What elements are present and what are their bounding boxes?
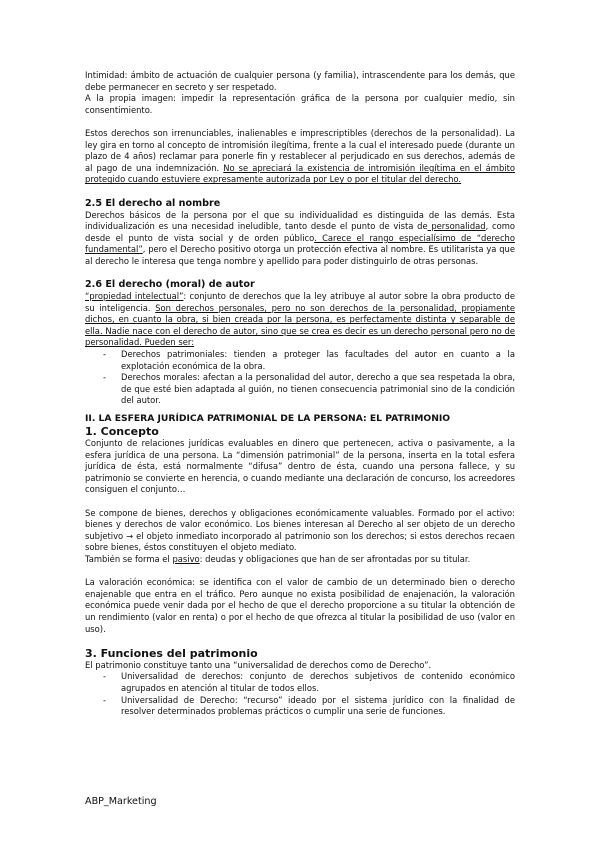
paragraph-intimidad: Intimidad: ámbito de actuación de cualquier persona (y familia), intrascendente para los demás, que debe permanecer en secreto y ser respetado.: [85, 70, 515, 92]
chapter-heading-patrimonio: II. LA ESFERA JURÍDICA PATRIMONIAL DE LA PERSONA: EL PATRIMONIO: [85, 413, 451, 425]
paragraph-pasivo: [85, 554, 515, 566]
subheading-concepto: 1. Concepto: [85, 425, 159, 439]
list-tipos-derechos-autor: [85, 349, 515, 407]
list-item: - Universalidad de derechos: conjunto de derechos subjetivos de contenido económico agrupados en atención al titular de todos ellos.: [85, 671, 515, 694]
paragraph-composicion: Se compone de bienes, derechos y obligaciones económicamente valuables. Formado por el activo: bienes y derechos de valor económico. Los bienes interesan al Derecho al ser objeto de un derecho subjetivo → el objeto inmediato incorporado al patrimonio son los derechos; si estos derechos recaen sobre bienes, éstos constituyen el objeto mediato.: [85, 507, 515, 553]
text-run: También se forma el: [85, 553, 173, 564]
list-item: - Derechos patrimoniales: tienden a proteger las facultades del autor en cuanto a la explotación económica de la obra.: [85, 349, 515, 372]
paragraph-derechos-personalidad: [85, 128, 515, 186]
underlined-text: “propiedad intelectual”: [85, 291, 184, 302]
section-heading-derecho-autor: 2.6 El derecho (moral) de autor: [85, 279, 255, 291]
paragraph-propia-imagen: A la propia imagen: impedir la representación gráfica de la persona por cualquier medio, sin consentimiento.: [85, 93, 515, 115]
text-run: Estos derechos son irrenunciables, inalienables e imprescriptibles (derechos de la personalidad). La ley gira en torno al concepto de intromisión ilegítima, frente a la cual el interesado puede (durante un plazo de 4 años) reclamar para ponerle fin y restablecer al perjudicado en sus derechos, además de al pago de una indemnización.: [85, 127, 515, 173]
subheading-funciones: 3. Funciones del patrimonio: [85, 646, 258, 660]
underlined-text: personalidad: [427, 221, 486, 232]
paragraph-concepto: Conjunto de relaciones jurídicas evaluables en dinero que pertenecen, activa o pasivamente, a la esfera jurídica de una persona. La “dimensión patrimonial” de la persona, inserta en la total esfera jurídica de ésta, está normalmente “difusa” dentro de ésta, cuando una persona fallece, y su patrimonio se convierte en herencia, o cuando mediante una declaración de concurso, los acreedores consiguen el conjunto…: [85, 438, 515, 495]
text-run: : deudas y obligaciones que han de ser afrontadas por su titular.: [199, 553, 471, 564]
underlined-text: pasivo: [172, 553, 200, 564]
paragraph-funciones: El patrimonio constituye tanto una “universalidad de derechos como de Derecho”.: [85, 659, 432, 670]
list-funciones: [85, 671, 515, 717]
underlined-text: Son derechos personales, pero no son derechos de la personalidad, propiamente dichos, en cuanto la obra, si bien creada por la persona, es perfectamente distinta y separable de ella. Nadie nace con el derecho de autor, sino que se crea es decir es un derecho personal pero no de personalidad. Pueden ser:: [85, 302, 515, 348]
text-run: Derechos básicos de la persona por el que su individualidad es distinguida de las demás. Esta individualización es una necesidad ineludible, tanto desde el punto de vista de: [85, 209, 515, 232]
page-footer: ABP_Marketing: [85, 796, 157, 807]
list-item: - Derechos morales: afectan a la personalidad del autor, derecho a que sea respetada la obra, de que esté bien adaptada al guión, no tienen consecuencia patrimonial sino de la condición del autor.: [85, 372, 515, 407]
section-heading-derecho-nombre: 2.5 El derecho al nombre: [85, 197, 221, 209]
list-item: - Universalidad de Derecho: “recurso” ideado por el sistema jurídico con la finalidad de resolver determinados problemas prácticos o cumplir una serie de funciones.: [85, 695, 515, 718]
paragraph-derecho-autor: [85, 291, 515, 349]
text-run: , pero el Derecho positivo otorga un protección efectiva al nombre. Es utilitarista ya que al derecho le interesa que tenga nombre y apellido para poder distinguirlo de otras personas.: [85, 244, 515, 266]
paragraph-valoracion-economica: La valoración económica: se identifica con el valor de cambio de un determinado bien o derecho enajenable que entra en el tráfico. Pero aunque no exista posibilidad de enajenación, la valoración económica puede venir dada por el hecho de que el derecho proporcione a su titular la obtención de un rendimiento (valor en renta) o por el hecho de que ofrezca al titular la posibilidad de uso (valor en uso).: [85, 577, 515, 634]
page-content: [85, 70, 515, 718]
text-run: , como desde el punto de vista social y de orden público: [85, 221, 516, 243]
paragraph-derecho-nombre: [85, 210, 515, 268]
underlined-text: No se apreciará la existencia de intromisión ilegítima en el ámbito protegido cuando estuviere expresamente autorizada por Ley o por el titular del derecho.: [85, 162, 515, 185]
text-run: : conjunto de derechos que la ley atribuye al autor sobre la obra producto de su inteligencia.: [85, 291, 516, 313]
underlined-text: . Carece el rango especialísimo de “derecho fundamental”: [85, 232, 515, 255]
